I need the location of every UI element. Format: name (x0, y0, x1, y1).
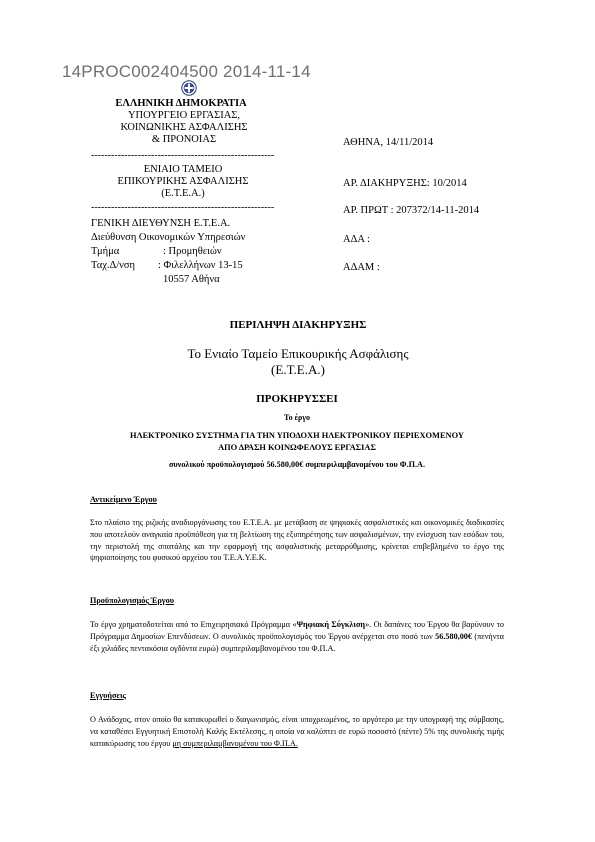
greek-emblem-icon (181, 80, 197, 96)
separator-line-2: ------------------------------------------------------- (91, 202, 275, 213)
budget-text-c: (πενήντα έξι χιλιάδες πεντακόσια ογδόντα ευρώ) συμπεριλαμβανομένου του Φ.Π.Α. (90, 631, 504, 653)
protocol-number: ΑΡ. ΠΡΩΤ : 207372/14-11-2014 (343, 205, 480, 216)
guarantee-heading: Εγγυήσεις (90, 691, 126, 700)
budget-paragraph (90, 619, 504, 654)
ada-label: ΑΔΑ : (343, 234, 370, 245)
summary-title: ΠΕΡΙΛΗΨΗ ΔΙΑΚΗΡΥΞΗΣ (229, 319, 367, 331)
ministry-line-2: ΚΟΙΝΩΝΙΚΗΣ ΑΣΦΑΛΙΣΗΣ (120, 122, 248, 133)
fund-line-1: ΕΝΙΑΙΟ ΤΑΜΕΙΟ (143, 164, 223, 175)
guarantee-text-a: Ο Ανάδοχος, στον οποίο θα κατακυρωθεί ο διαγωνισμός, είναι υποχρεωμένος, το αργότερο με την υπογραφή της σύμβασης, να καταθέσει Εγγυητική Επιστολή Καλής Εκτέλεσης, η οποία να καλύπτει σε ευρώ ποσοστό (πέντε) 5% της συνολικής τιμής κατακύρωσης του έργου (90, 715, 504, 748)
fund-abbreviation: (Ε.Τ.Ε.Α.) (271, 362, 325, 377)
ministry-line-3: & ΠΡΟΝΟΙΑΣ (151, 134, 217, 145)
republic-label: ΕΛΛΗΝΙΚΗ ΔΗΜΟΚΡΑΤΙΑ (115, 98, 247, 109)
fund-line-3: (Ε.Τ.Ε.Α.) (161, 188, 205, 199)
address-value: : Φιλελλήνων 13-15 (158, 260, 243, 271)
city: 10557 Αθήνα (163, 274, 220, 285)
department-label: Τμήμα (91, 246, 120, 257)
document-stamp: 14PROC002404500 2014-11-14 (62, 62, 311, 81)
tender-number: ΑΡ. ΔΙΑΚΗΡΥΞΗΣ: 10/2014 (343, 178, 467, 189)
guarantee-text-underlined: μη συμπεριλαμβανομένου του Φ.Π.Α. (172, 738, 298, 748)
general-directorate: ΓΕΝΙΚΗ ΔΙΕΥΘΥΝΣΗ Ε.Τ.Ε.Α. (91, 218, 231, 229)
department-value: : Προμηθειών (163, 246, 222, 257)
object-heading: Αντικείμενο Έργου (90, 495, 157, 504)
guarantee-paragraph (90, 714, 504, 749)
budget-text-a: Το έργο χρηματοδοτείται από το Επιχειρησιακό Πρόγραμμα « (90, 620, 297, 629)
program-name: Ψηφιακή Σύγκλιση (296, 620, 366, 629)
separator-line-1: ------------------------------------------------------- (91, 150, 275, 161)
budget-heading: Προϋπολογισμός Έργου (90, 596, 174, 605)
fund-line-2: ΕΠΙΚΟΥΡΙΚΗΣ ΑΣΦΑΛΙΣΗΣ (117, 176, 249, 187)
date-place: ΑΘΗΝΑ, 14/11/2014 (343, 137, 434, 148)
address-label: Ταχ.Δ/νση (91, 260, 136, 271)
budget-text-b: ». Οι δαπάνες του Έργου θα βαρύνουν το Πρόγραμμα Δημοσίων Επενδύσεων. Ο συνολικός προϋπολογισμός του Έργου ανέρχεται στο ποσό των (90, 620, 504, 641)
ministry-line-1: ΥΠΟΥΡΓΕΙΟ ΕΡΓΑΣΙΑΣ, (127, 110, 241, 121)
project-title-line-2: ΑΠΟ ΔΡΑΣΗ ΚΟΙΝΩΦΕΛΟΥΣ ΕΡΓΑΣΙΑΣ (218, 443, 376, 452)
fund-full-name: Το Ενιαίο Ταμείο Επικουρικής Ασφάλισης (187, 346, 409, 361)
adam-label: ΑΔΑΜ : (343, 262, 380, 273)
budget-amount: 56.580,00€ (435, 631, 472, 641)
the-project-label: Το έργο (283, 413, 311, 422)
budget-line: συνολικού προϋπολογισμού 56.580,00€ συμπεριλαμβανομένου του Φ.Π.Α. (168, 460, 426, 469)
object-paragraph: Στο πλαίσιο της ριζικής αναδιοργάνωσης του Ε.Τ.Ε.Α. με μετάβαση σε ψηφιακές ασφαλιστικές και οικονομικές διαδικασίες που αποτελούν αναγκαία προϋπόθεση για τη βελτίωση της εξυπηρέτησης των ασφαλισμένων, την ενίσχυση των εσόδων του, την περιστολή της σπατάλης και την εφαρμογή της ασφαλιστικής μεταρρύθμισης, κρίνεται επιβεβλημένο το έργο της ψηφιοποίησης του φυσικού αρχείου του Τ.Ε.Α.Υ.Ε.Κ. (90, 518, 504, 563)
announces-title: ΠΡΟΚΗΡΥΣΣΕΙ (256, 393, 338, 405)
project-title-line-1: ΗΛΕΚΤΡΟΝΙΚΟ ΣΥΣΤΗΜΑ ΓΙΑ ΤΗΝ ΥΠΟΔΟΧΗ ΗΛΕΚΤΡΟΝΙΚΟΥ ΠΕΡΙΕΧΟΜΕΝΟΥ (130, 431, 464, 440)
directorate: Διεύθυνση Οικονομικών Υπηρεσιών (91, 232, 246, 243)
